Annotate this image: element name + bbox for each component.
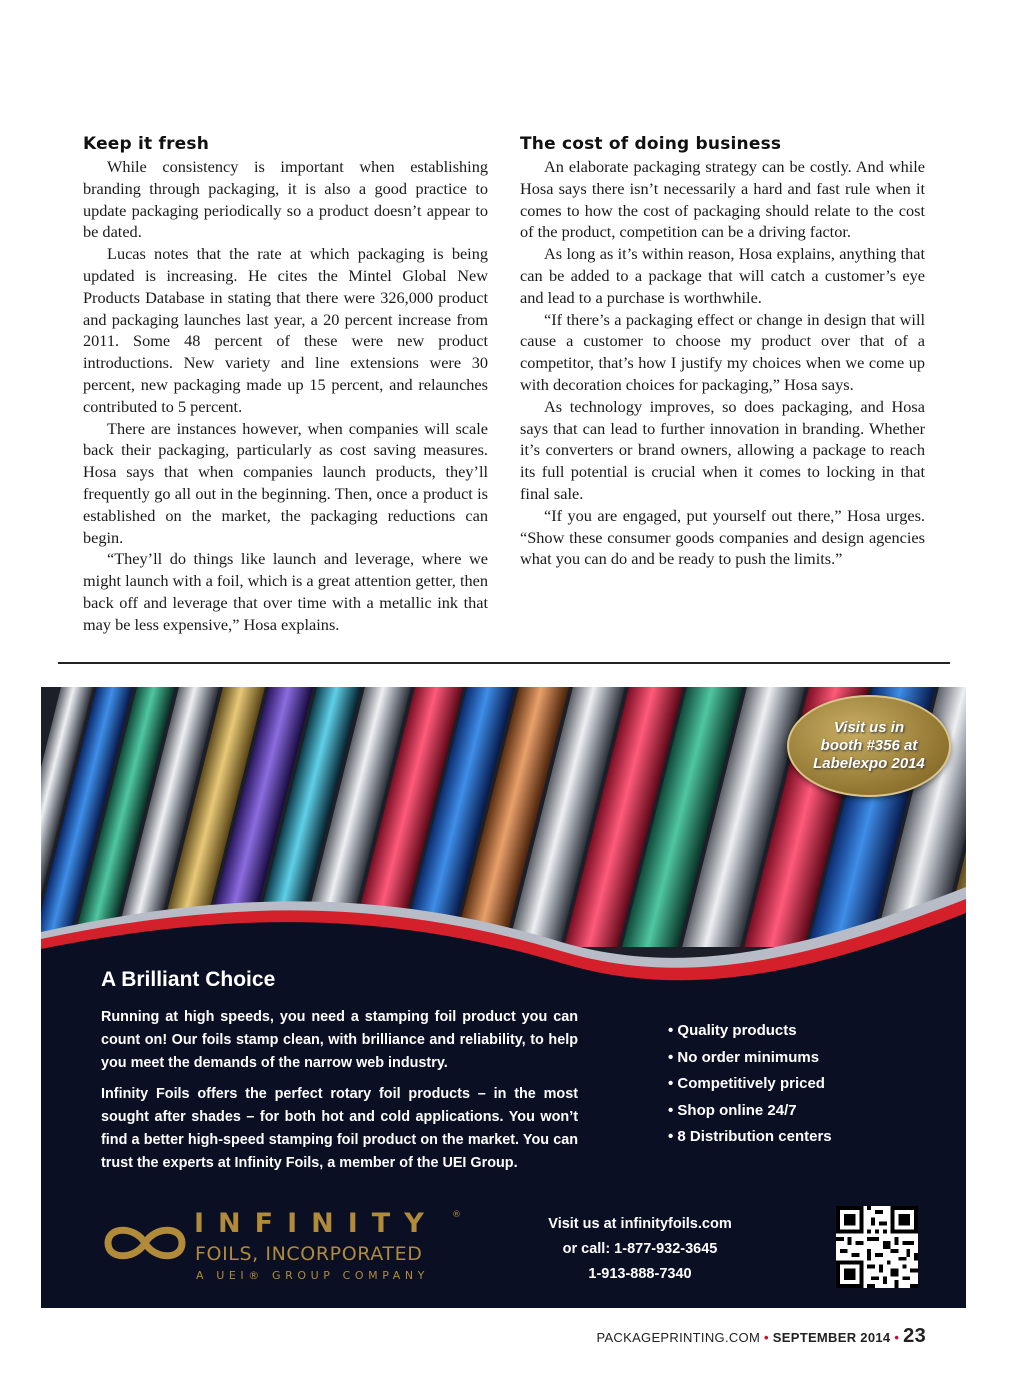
left-article-column [83,134,488,636]
logo-subtitle: FOILS, INCORPORATED [195,1243,423,1265]
booth-badge [787,695,951,797]
ad-paragraph: Infinity Foils offers the perfect rotary foil products – in the most sought after shades – for both hot and cold applications. You won’t find a better high-speed stamping foil product on the market. You can trust the experts at Infinity Foils, a member of the UEI Group. [101,1086,578,1171]
logo-wordmark: INFINITY [194,1208,438,1239]
feature-item: • Quality products [668,1018,832,1045]
page-number: 23 [903,1325,926,1347]
registered-mark: ® [452,1210,461,1220]
footer-site: PACKAGEPRINTING.COM [596,1330,761,1345]
feature-item: • Shop online 24/7 [668,1098,832,1125]
feature-item: • No order minimums [668,1045,832,1072]
contact-info [520,1212,760,1287]
footer-issue-date: SEPTEMBER 2014 [772,1330,891,1345]
feature-list [668,1018,832,1151]
paragraph: An elaborate packaging strategy can be costly. And while Hosa says there isn’t necessarily a hard and fast rule when it comes to how the cost of packaging should relate to the cost of the product, competition can be a driving factor. [520,157,925,242]
separator-dot: • [764,1330,769,1345]
paragraph: There are instances however, when companies will scale back their packaging, particularly as cost saving measures. Hosa says that when companies launch products, they’ll frequently go all out in the beginning. Then, once a product is established on the market, the packaging reductions can begin. [83,418,488,547]
ad-paragraph: Running at high speeds, you need a stamping foil product you can count on! Our foils stamp clean, with brilliance and reliability, to help you meet the demands of the narrow web industry. [101,1009,578,1071]
phone-number: or call: 1-877-932-3645 [562,1241,718,1257]
page-footer [596,1325,926,1348]
logo-tagline: A UEI® GROUP COMPANY [196,1269,430,1282]
infinity-foils-logo [100,1210,480,1290]
paragraph: “They’ll do things like launch and leverage, where we might launch with a foil, which is a great attention getter, then back off and leverage that over time with a metallic ink that may be less expensive,” Hosa explains. [83,549,488,634]
ad-body [101,1006,578,1184]
section-heading: The cost of doing business [520,134,782,154]
paragraph: “If you are engaged, put yourself out there,” Hosa urges. “Show these consumer goods companies and design agencies what you can do and be ready to push the limits.” [520,505,925,569]
qr-code-icon [836,1206,918,1288]
paragraph: As long as it’s within reason, Hosa explains, anything that can be added to a package that will catch a customer’s eye and lead to a purchase is worthwhile. [520,244,925,307]
paragraph: Lucas notes that the rate at which packaging is being updated is increasing. He cites the Mintel Global New Products Database in stating that there were 326,000 product and packaging launches last year, a 20 percent increase from 2011. Some 48 percent of these were new product introductions. New variety and line extensions were 30 percent, new packaging made up 15 percent, and relaunches contributed to 5 percent. [83,244,488,416]
badge-line: Labelexpo 2014 [813,755,925,772]
badge-line: Visit us in [833,719,905,736]
paragraph: As technology improves, so does packaging, and Hosa says that can lead to further innovation in branding. Whether it’s converters or brand owners, allowing a package to reach its full potential is crucial when it comes to locking in that final sale. [520,396,925,503]
badge-line: booth #356 at [820,737,918,754]
qr-code[interactable] [836,1206,918,1288]
separator-dot: • [894,1330,900,1345]
website-link[interactable]: Visit us at infinityfoils.com [548,1216,732,1232]
infinity-symbol-icon [100,1218,190,1268]
ad-title: A Brilliant Choice [101,968,276,991]
feature-item: • 8 Distribution centers [668,1124,832,1151]
right-article-column [520,134,925,570]
section-heading: Keep it fresh [83,134,210,154]
paragraph: While consistency is important when establishing branding through packaging, it is also a good practice to update packaging periodically so a product doesn’t appear to be dated. [83,157,488,242]
feature-item: • Competitively priced [668,1071,832,1098]
phone-number: 1-913-888-7340 [588,1266,692,1282]
paragraph: “If there’s a packaging effect or change in design that will cause a customer to choose my product over that of a competitor, that’s how I justify my choices when we come up with decoration choices for packaging,” Hosa says. [520,309,925,394]
section-divider [58,662,950,664]
